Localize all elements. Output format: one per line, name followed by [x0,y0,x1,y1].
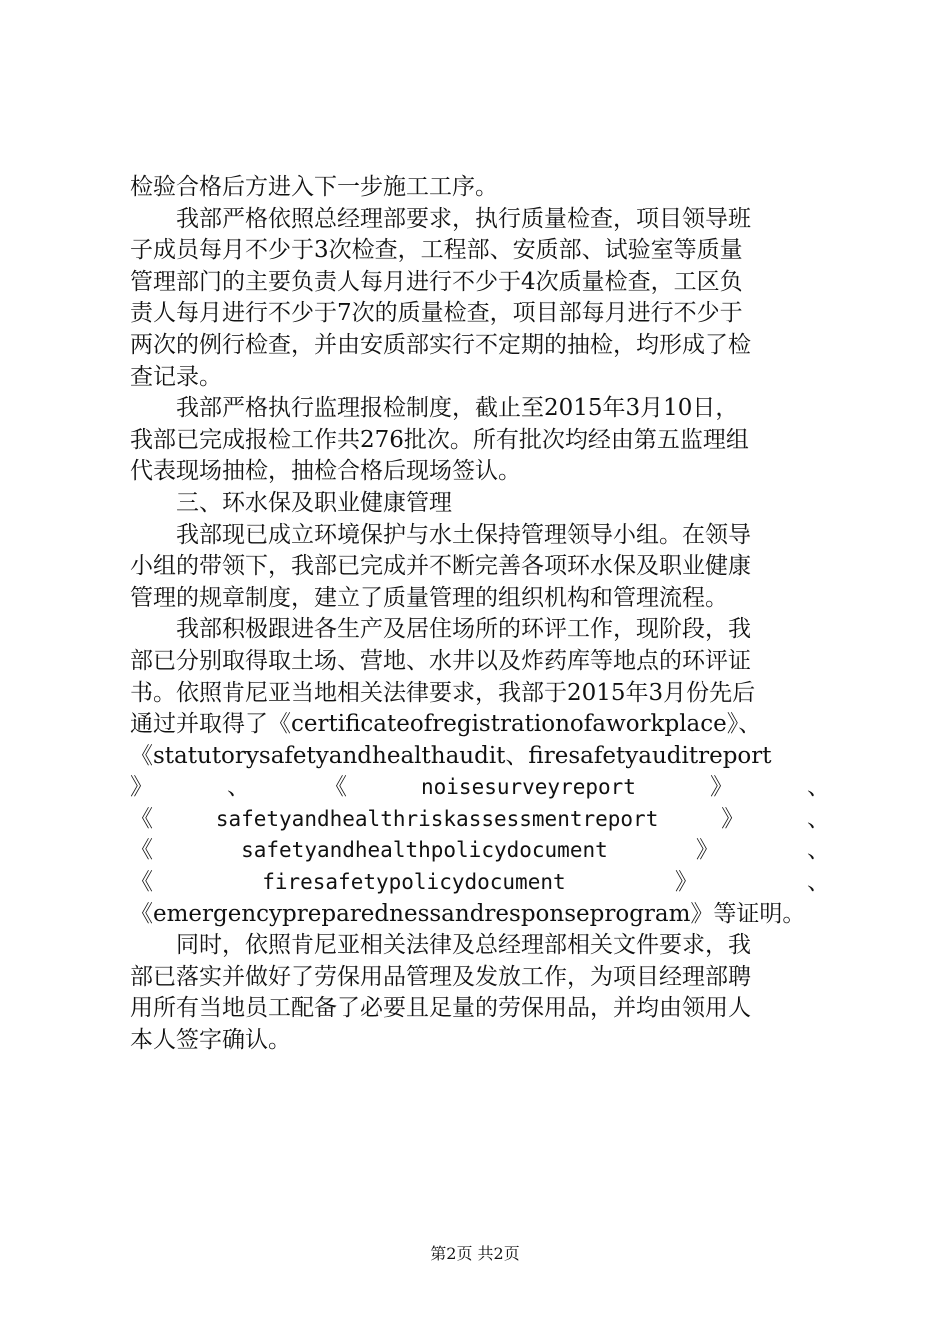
paragraph-line: 部已落实并做好了劳保用品管理及发放工作，为项目经理部聘 [130,963,751,990]
paragraph-line: 我部现已成立环境保护与水土保持管理领导小组。在领导 [176,521,751,548]
document-body [130,172,830,1057]
paragraph-line: 《statutorysafetyandhealthaudit、firesafetyauditreport [130,742,772,769]
paragraph-line: 责人每月进行不少于7次的质量检查，项目部每月进行不少于 [130,300,743,327]
paragraph-line: 代表现场抽检，抽检合格后现场签认。 [130,458,521,485]
spread-segment: 、 [227,774,250,801]
section-heading: 三、环水保及职业健康管理 [176,489,452,516]
paragraph-line: 书。依照肯尼亚当地相关法律要求，我部于2015年3月份先后 [130,679,756,706]
spread-segment: noisesurveyreport [421,775,636,800]
spread-segment: 、 [807,805,830,832]
paragraph-line: 《emergencypreparednessandresponseprogram》等证明。 [130,900,806,927]
spread-segment: 《 [130,805,153,832]
spread-segment: 《 [130,869,153,896]
spread-line [130,867,830,899]
paragraph-line: 我部严格执行监理报检制度，截止至2015年3月10日， [176,395,739,422]
page-footer: 第2页 共2页 [430,1244,520,1263]
paragraph-line: 同时，依照肯尼亚相关法律及总经理部相关文件要求，我 [176,932,751,959]
paragraph-line: 部已分别取得取土场、营地、水井以及炸药库等地点的环评证 [130,647,751,674]
spread-segment: 》 [674,869,698,896]
spread-segment: 》 [721,805,745,832]
spread-segment: 、 [807,869,830,896]
paragraph-line: 检验合格后方进入下一步施工工序。 [130,174,498,200]
spread-segment: 、 [806,774,830,801]
spread-line [130,835,830,867]
paragraph-line: 子成员每月不少于3次检查，工程部、安质部、试验室等质量 [130,237,743,264]
spread-line [130,772,830,804]
spread-segment: safetyandhealthpolicydocument [241,838,608,863]
spread-segment: 、 [806,837,830,864]
paragraph-line: 本人签字确认。 [130,1027,291,1054]
paragraph-line: 管理部门的主要负责人每月进行不少于4次质量检查，工区负 [130,268,743,295]
spread-segment: 》 [709,774,733,801]
paragraph-line: 我部已完成报检工作共276批次。所有批次均经由第五监理组 [130,426,749,453]
paragraph-line: 通过并取得了《certificateofregistrationofaworkplace》、 [130,711,762,738]
paragraph-line: 我部积极跟进各生产及居住场所的环评工作，现阶段，我 [176,616,751,643]
paragraph-line: 管理的规章制度，建立了质量管理的组织机构和管理流程。 [130,584,728,611]
paragraph-line: 我部严格依照总经理部要求，执行质量检查，项目领导班 [176,205,751,232]
spread-segment: 《 [324,774,347,801]
paragraph-line: 查记录。 [130,363,222,390]
spread-segment: firesafetypolicydocument [262,870,566,895]
paragraph-line: 用所有当地员工配备了必要且足量的劳保用品，并均由领用人 [130,995,751,1022]
spread-line [130,804,830,836]
paragraph-line: 两次的例行检查，并由安质部实行不定期的抽检，均形成了检 [130,331,751,358]
spread-segment: safetyandhealthriskassessmentreport [215,806,659,831]
spread-segment: 》 [695,837,719,864]
spread-segment: 《 [130,837,153,864]
spread-segment: 》 [130,774,153,801]
paragraph-line: 小组的带领下，我部已完成并不断完善各项环水保及职业健康 [130,553,751,580]
